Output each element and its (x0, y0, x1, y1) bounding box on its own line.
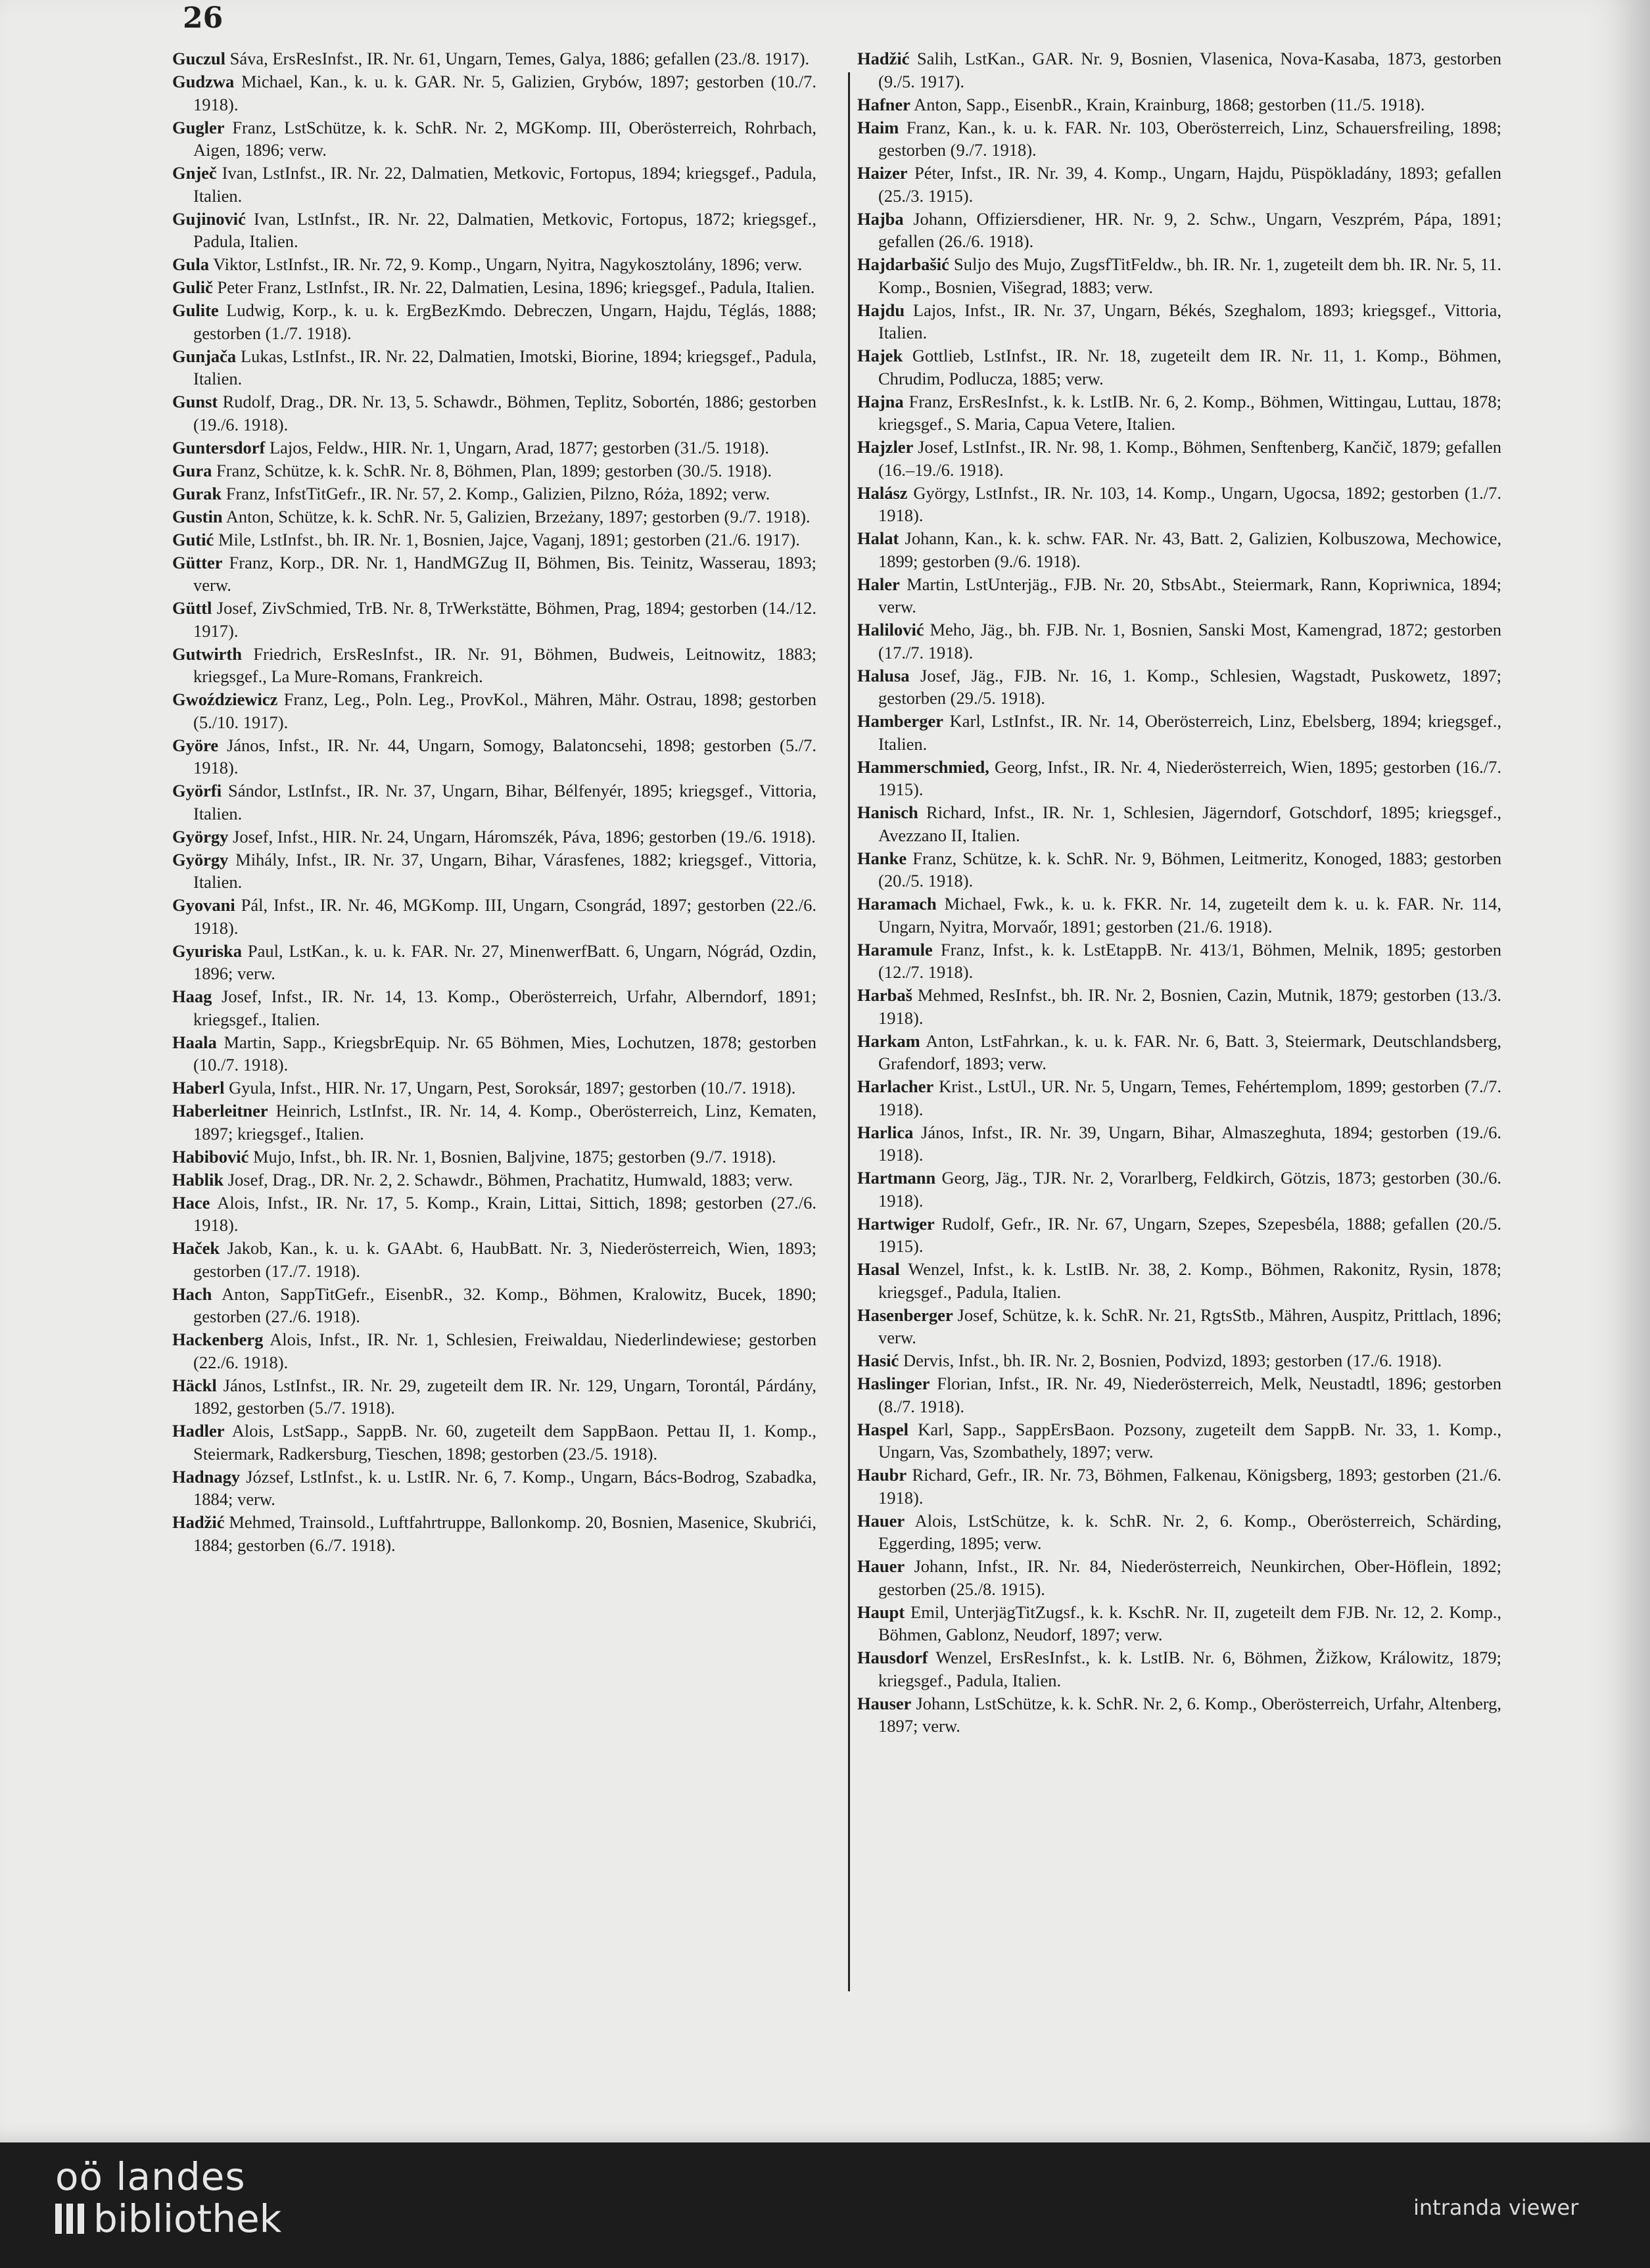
entry-details: Dervis, Infst., bh. IR. Nr. 2, Bosnien, Podvizd, 1893; gestorben (17./6. 1918). (899, 1351, 1442, 1370)
list-entry (857, 1555, 1501, 1600)
list-entry (857, 162, 1501, 207)
entry-details: Ivan, LstInfst., IR. Nr. 22, Dalmatien, Metkovic, Fortopus, 1872; kriegsgef., Padula, Italien. (193, 208, 816, 251)
list-entry (172, 894, 816, 939)
list-entry (857, 299, 1501, 344)
list-entry (172, 208, 816, 253)
list-entry (172, 848, 816, 894)
entry-surname: György (172, 826, 229, 846)
entry-surname: Gyuriska (172, 940, 243, 961)
entry-surname: György (172, 849, 229, 869)
list-entry (857, 801, 1501, 846)
entry-details: Mehmed, ResInfst., bh. IR. Nr. 2, Bosnien, Cazin, Mutnik, 1879; gestorben (13./3. 1918). (878, 985, 1501, 1028)
right-column (857, 47, 1501, 1738)
entry-surname: Haag (172, 986, 212, 1006)
entry-surname: Haizer (857, 163, 908, 183)
entry-details: Wenzel, ErsResInfst., k. k. LstIB. Nr. 6, Böhmen, Žižkow, Králowitz, 1879; kriegsgef., Padula, Italien. (878, 1648, 1501, 1690)
entry-surname: Halat (857, 528, 899, 548)
entry-details: Jakob, Kan., k. u. k. GAAbt. 6, HaubBatt. Nr. 3, Niederösterreich, Wien, 1893; gestorben (17./7. 1918). (193, 1238, 816, 1281)
entry-surname: Gyovani (172, 895, 235, 915)
entry-surname: Gustin (172, 506, 223, 526)
entry-details: Josef, Schütze, k. k. SchR. Nr. 21, RgtsStb., Mähren, Auspitz, Prittlach, 1896; verw. (878, 1305, 1501, 1347)
entry-details: János, Infst., IR. Nr. 44, Ungarn, Somogy, Balatoncsehi, 1898; gestorben (5./7. 1918). (193, 735, 816, 777)
list-entry (857, 344, 1501, 390)
entry-details: Josef, ZivSchmied, TrB. Nr. 8, TrWerkstätte, Böhmen, Prag, 1894; gestorben (14./12. 1917). (193, 598, 816, 641)
entry-details: Mihály, Infst., IR. Nr. 37, Ungarn, Bihar, Várasfenes, 1882; kriegsgef., Vittoria, Italien. (193, 849, 816, 892)
entry-details: Karl, LstInfst., IR. Nr. 14, Oberösterreich, Linz, Ebelsberg, 1894; kriegsgef., Italien. (878, 711, 1501, 754)
list-entry (857, 1464, 1501, 1509)
list-entry (857, 1304, 1501, 1349)
list-entry (857, 1372, 1501, 1418)
list-entry (857, 116, 1501, 162)
entry-surname: Hanisch (857, 802, 918, 822)
entry-details: Gyula, Infst., HIR. Nr. 17, Ungarn, Pest, Soroksár, 1897; gestorben (10./7. 1918). (224, 1078, 796, 1098)
list-entry (857, 1121, 1501, 1167)
entry-details: Sáva, ErsResInfst., IR. Nr. 61, Ungarn, Temes, Galya, 1886; gefallen (23./8. 1917). (225, 49, 810, 68)
logo-text-line1: oö landes (55, 2154, 246, 2199)
entry-details: Michael, Fwk., k. u. k. FKR. Nr. 14, zugeteilt dem k. u. k. FAR. Nr. 114, Ungarn, Nyitra, Morvaőr, 1891; gestorben (21./6. 1918). (878, 894, 1501, 937)
list-entry (172, 1237, 816, 1282)
list-entry (172, 345, 816, 390)
entry-details: Péter, Infst., IR. Nr. 39, 4. Komp., Ungarn, Hajdu, Püspökladány, 1893; gefallen (25./3. 1915). (878, 163, 1501, 206)
list-entry (172, 1146, 816, 1169)
entry-surname: Györfi (172, 781, 222, 800)
entry-surname: Hadžić (172, 1512, 225, 1532)
entry-surname: Gulič (172, 277, 213, 297)
entry-surname: Haspel (857, 1419, 909, 1439)
entry-surname: Haramach (857, 894, 937, 914)
entry-details: Karl, Sapp., SappErsBaon. Pozsony, zugeteilt dem SappB. Nr. 33, 1. Komp., Ungarn, Vas, Szombathely, 1897; verw. (878, 1419, 1501, 1462)
entry-surname: Haim (857, 117, 899, 137)
list-entry (172, 505, 816, 528)
list-entry (857, 1349, 1501, 1372)
page-number: 26 (183, 1, 224, 35)
list-entry (857, 618, 1501, 664)
entry-surname: Hach (172, 1284, 212, 1304)
list-entry (172, 390, 816, 436)
list-entry (172, 825, 816, 848)
entry-surname: Hartmann (857, 1168, 936, 1188)
list-entry (172, 482, 816, 505)
entry-details: Viktor, LstInfst., IR. Nr. 72, 9. Komp., Ungarn, Nyitra, Nagykosztolány, 1896; verw. (208, 254, 803, 274)
entry-details: Florian, Infst., IR. Nr. 49, Niederösterreich, Melk, Neustadtl, 1896; gestorben (8./7. 1918). (878, 1374, 1501, 1416)
entry-surname: Hauer (857, 1556, 905, 1576)
entry-details: Franz, InfstTitGefr., IR. Nr. 57, 2. Komp., Galizien, Pilzno, Róża, 1892; verw. (222, 483, 770, 503)
entry-surname: Hauser (857, 1693, 912, 1713)
entry-surname: Gnječ (172, 163, 217, 183)
list-entry (857, 390, 1501, 436)
entry-details: Franz, Schütze, k. k. SchR. Nr. 8, Böhmen, Plan, 1899; gestorben (30./5. 1918). (212, 460, 772, 480)
entry-surname: Haberl (172, 1078, 225, 1098)
entry-details: Peter Franz, LstInfst., IR. Nr. 22, Dalmatien, Lesina, 1896; kriegsgef., Padula, Italien. (212, 277, 815, 297)
entry-surname: Hasić (857, 1351, 899, 1370)
entry-details: Josef, Jäg., FJB. Nr. 16, 1. Komp., Schlesien, Wagstadt, Puskowetz, 1897; gestorben (29./5. 1918). (878, 665, 1501, 708)
entry-surname: Gudzwa (172, 72, 235, 91)
list-entry (172, 1466, 816, 1511)
list-entry (857, 1601, 1501, 1646)
entry-surname: Gurak (172, 483, 222, 503)
entry-details: Josef, Drag., DR. Nr. 2, 2. Schawdr., Böhmen, Prachatitz, Humwald, 1883; verw. (224, 1169, 793, 1190)
entry-surname: Haler (857, 574, 900, 594)
entry-surname: Hauer (857, 1510, 905, 1531)
logo-text-line2: bibliothek (93, 2196, 282, 2241)
entry-details: Suljo des Mujo, ZugsfTitFeldw., bh. IR. Nr. 1, zugeteilt dem bh. IR. Nr. 5, 11. Komp., Bosnien, Višegrad, 1883; verw. (878, 254, 1501, 297)
entry-details: Richard, Infst., IR. Nr. 1, Schlesien, Jägerndorf, Gotschdorf, 1895; kriegsgef., Avezzano II, Italien. (878, 802, 1501, 845)
entry-surname: Gunst (172, 392, 218, 411)
entry-details: János, Infst., IR. Nr. 39, Ungarn, Bihar, Almaszeghuta, 1894; gestorben (19./6. 1918). (878, 1122, 1501, 1165)
entry-details: Mehmed, Trainsold., Luftfahrtruppe, Ballonkomp. 20, Bosnien, Masenice, Skubrići, 1884; gestorben (6./7. 1918). (193, 1512, 816, 1555)
entry-details: Johann, Offiziersdiener, HR. Nr. 9, 2. Schw., Ungarn, Veszprém, Pápa, 1891; gefallen (26./6. 1918). (878, 208, 1501, 251)
entry-details: Alois, Infst., IR. Nr. 17, 5. Komp., Krain, Littai, Sittich, 1898; gestorben (27./6. 1918). (193, 1192, 816, 1235)
entry-details: Anton, LstFahrkan., k. u. k. FAR. Nr. 6, Batt. 3, Steiermark, Deutschlandsberg, Grafendorf, 1893; verw. (878, 1030, 1501, 1073)
list-entry (172, 276, 816, 299)
entry-details: György, LstInfst., IR. Nr. 103, 14. Komp., Ungarn, Ugocsa, 1892; gestorben (1./7. 1918). (878, 482, 1501, 525)
left-column (172, 47, 816, 1557)
entry-details: Anton, Sapp., EisenbR., Krain, Krainburg, 1868; gestorben (11./5. 1918). (910, 94, 1425, 114)
list-entry (172, 734, 816, 779)
list-entry (172, 162, 816, 207)
entry-surname: Hafner (857, 94, 910, 114)
entry-surname: Hadnagy (172, 1466, 241, 1487)
entry-surname: Hajna (857, 391, 904, 411)
entry-surname: Hajek (857, 346, 903, 365)
entry-details: Rudolf, Drag., DR. Nr. 13, 5. Schawdr., Böhmen, Teplitz, Sobortén, 1886; gestorben (19./6. 1918). (193, 392, 816, 434)
entry-surname: Gugler (172, 117, 225, 137)
entry-surname: Harkam (857, 1030, 920, 1051)
entry-surname: Hackenberg (172, 1330, 264, 1349)
list-entry (857, 93, 1501, 116)
entry-details: Martin, Sapp., KriegsbrEquip. Nr. 65 Böhmen, Mies, Lochutzen, 1878; gestorben (10./7. 1918). (193, 1032, 816, 1075)
list-entry (857, 984, 1501, 1029)
entry-details: Johann, Kan., k. k. schw. FAR. Nr. 43, Batt. 2, Galizien, Kolbuszowa, Mechowice, 1899; gestorben (9./6. 1918). (878, 528, 1501, 571)
entry-details: Anton, SappTitGefr., EisenbR., 32. Komp., Böhmen, Kralowitz, Bucek, 1890; gestorben (27./6. 1918). (193, 1284, 816, 1326)
entry-surname: Hace (172, 1192, 210, 1213)
entry-surname: Gütter (172, 552, 223, 572)
entry-surname: Harlica (857, 1122, 914, 1142)
entry-surname: Habibović (172, 1146, 249, 1167)
list-entry (172, 1099, 816, 1145)
entry-details: József, LstInfst., k. u. LstIR. Nr. 6, 7. Komp., Ungarn, Bács-Bodrog, Szabadka, 1884; verw. (193, 1466, 816, 1509)
entry-surname: Hajdarbašić (857, 254, 949, 274)
logo-bars-icon (55, 2204, 84, 2234)
entry-details: Lajos, Feldw., HIR. Nr. 1, Ungarn, Arad, 1877; gestorben (31./5. 1918). (265, 437, 770, 457)
entry-surname: Hanke (857, 848, 907, 868)
list-entry (172, 459, 816, 482)
list-entry (857, 1075, 1501, 1121)
entry-details: Emil, UnterjägTitZugsf., k. k. KschR. Nr. II, zugeteilt dem FJB. Nr. 12, 2. Komp., Böhmen, Gablonz, Neudorf, 1897; verw. (878, 1602, 1501, 1644)
list-entry (857, 1167, 1501, 1212)
entry-surname: Halilović (857, 620, 924, 639)
list-entry (857, 482, 1501, 527)
entry-details: Franz, Schütze, k. k. SchR. Nr. 9, Böhmen, Leitmeritz, Konoged, 1883; gestorben (20./5. 1918). (878, 848, 1501, 891)
entry-details: Rudolf, Gefr., IR. Nr. 67, Ungarn, Szepes, Szepesbéla, 1888; gefallen (20./5. 1915). (878, 1213, 1501, 1256)
entry-details: Georg, Infst., IR. Nr. 4, Niederösterreich, Wien, 1895; gestorben (16./7. 1915). (878, 756, 1501, 799)
entry-surname: Hammerschmied, (857, 756, 989, 777)
list-entry (172, 1420, 816, 1465)
entry-surname: Hausdorf (857, 1648, 928, 1667)
entry-details: Michael, Kan., k. u. k. GAR. Nr. 5, Galizien, Grybów, 1897; gestorben (10./7. 1918). (193, 72, 816, 114)
entry-details: Meho, Jäg., bh. FJB. Nr. 1, Bosnien, Sanski Most, Kamengrad, 1872; gestorben (17./7. 1918). (878, 620, 1501, 662)
entry-surname: Gwoździewicz (172, 689, 278, 709)
list-entry (857, 1258, 1501, 1303)
entry-surname: Hasenberger (857, 1305, 953, 1325)
list-entry (172, 1374, 816, 1420)
entry-surname: Gulite (172, 300, 219, 320)
entry-surname: Gutwirth (172, 643, 242, 664)
list-entry (172, 779, 816, 825)
list-entry (172, 1283, 816, 1328)
entry-details: Pál, Infst., IR. Nr. 46, MGKomp. III, Ungarn, Csongrád, 1897; gestorben (22./6. 1918). (193, 895, 816, 938)
entry-surname: Haala (172, 1032, 217, 1052)
entry-details: Friedrich, ErsResInfst., IR. Nr. 91, Böhmen, Budweis, Leitnowitz, 1883; kriegsgef., La Mure-Romans, Frankreich. (193, 643, 816, 686)
list-entry (857, 47, 1501, 93)
entry-surname: Harbaš (857, 985, 912, 1005)
entry-details: Josef, Infst., HIR. Nr. 24, Ungarn, Háromszék, Páva, 1896; gestorben (19./6. 1918). (228, 826, 816, 846)
list-entry (857, 710, 1501, 755)
list-entry (857, 253, 1501, 298)
entry-surname: Harlacher (857, 1076, 934, 1096)
entry-details: Franz, Korp., DR. Nr. 1, HandMGZug II, Böhmen, Bis. Teinitz, Wasserau, 1893; verw. (193, 552, 816, 595)
entry-details: Wenzel, Infst., k. k. LstIB. Nr. 38, 2. Komp., Böhmen, Rakonitz, Rysin, 1878; kriegsgef., Padula, Italien. (878, 1259, 1501, 1302)
entry-surname: Güttl (172, 598, 212, 618)
entry-details: Alois, LstSchütze, k. k. SchR. Nr. 2, 6. Komp., Oberösterreich, Schärding, Eggerding, 1895; verw. (878, 1510, 1501, 1553)
entry-surname: Gura (172, 460, 212, 480)
entry-surname: Haubr (857, 1465, 907, 1485)
entry-surname: Haberleitner (172, 1101, 268, 1121)
entry-surname: Gula (172, 254, 209, 274)
entry-details: Franz, ErsResInfst., k. k. LstIB. Nr. 6, 2. Komp., Böhmen, Wittingau, Luttau, 1878; kriegsgef., S. Maria, Capua Vetere, Italien. (878, 391, 1501, 434)
entry-details: János, LstInfst., IR. Nr. 29, zugeteilt dem IR. Nr. 129, Ungarn, Torontál, Párdány, 1892, gestorben (5./7. 1918). (193, 1375, 816, 1418)
entry-surname: Hajzler (857, 437, 914, 457)
entry-surname: Gujinović (172, 208, 246, 229)
entry-details: Richard, Gefr., IR. Nr. 73, Böhmen, Falkenau, Königsberg, 1893; gestorben (21./6. 1918). (878, 1465, 1501, 1508)
entry-surname: Hablik (172, 1169, 224, 1190)
entry-surname: Haramule (857, 939, 933, 960)
entry-details: Heinrich, LstInfst., IR. Nr. 14, 4. Komp., Oberösterreich, Linz, Kematen, 1897; kriegsgef., Italien. (193, 1101, 816, 1144)
list-entry (857, 1030, 1501, 1075)
entry-details: Martin, LstUnterjäg., FJB. Nr. 20, StbsAbt., Steiermark, Rann, Kopriwnica, 1894; verw. (878, 574, 1501, 616)
entry-details: Sándor, LstInfst., IR. Nr. 37, Ungarn, Bihar, Bélfenyér, 1895; kriegsgef., Vittoria, Italien. (193, 781, 816, 823)
list-entry (857, 756, 1501, 801)
entry-details: Franz, Infst., k. k. LstEtappB. Nr. 413/1, Böhmen, Melnik, 1895; gestorben (12./7. 1918). (878, 939, 1501, 982)
list-entry (172, 253, 816, 276)
list-entry (172, 1328, 816, 1374)
entry-surname: Haslinger (857, 1374, 930, 1393)
entry-details: Josef, Infst., IR. Nr. 14, 13. Komp., Oberösterreich, Urfahr, Alberndorf, 1891; kriegsgef., Italien. (193, 986, 816, 1029)
list-entry (857, 436, 1501, 481)
list-entry (172, 436, 816, 459)
entry-surname: Halusa (857, 665, 910, 685)
entry-details: Alois, LstSapp., SappB. Nr. 60, zugeteilt dem SappBaon. Pettau II, 1. Komp., Steiermark, Radkersburg, Tieschen, 1898; gestorben (23./5. 1918). (193, 1421, 816, 1464)
list-entry (172, 940, 816, 985)
entry-details: Johann, Infst., IR. Nr. 84, Niederösterreich, Neunkirchen, Ober-Höflein, 1892; gestorben (25./8. 1915). (878, 1556, 1501, 1599)
list-entry (172, 551, 816, 597)
entry-details: Anton, Schütze, k. k. SchR. Nr. 5, Galizien, Brzeżany, 1897; gestorben (9./7. 1918). (222, 506, 811, 526)
list-entry (172, 1511, 816, 1556)
list-entry (172, 299, 816, 344)
entry-surname: Häckl (172, 1375, 217, 1395)
entry-details: Krist., LstUl., UR. Nr. 5, Ungarn, Temes, Fehértemplom, 1899; gestorben (7./7. 1918). (878, 1076, 1501, 1119)
entry-details: Franz, Leg., Poln. Leg., ProvKol., Mähren, Mähr. Ostrau, 1898; gestorben (5./10. 1917). (193, 689, 816, 732)
entry-details: Gottlieb, LstInfst., IR. Nr. 18, zugeteilt dem IR. Nr. 11, 1. Komp., Böhmen, Chrudim, Podlucza, 1885; verw. (878, 346, 1501, 388)
list-entry (172, 1192, 816, 1237)
entry-details: Alois, Infst., IR. Nr. 1, Schlesien, Freiwaldau, Niederlindewiese; gestorben (22./6. 1918). (193, 1330, 816, 1372)
entry-surname: Guntersdorf (172, 437, 266, 457)
entry-surname: Gutić (172, 529, 214, 549)
entry-details: Paul, LstKan., k. u. k. FAR. Nr. 27, MinenwerfBatt. 6, Ungarn, Nógrád, Ozdin, 1896; verw. (193, 940, 816, 983)
entry-details: Franz, LstSchütze, k. k. SchR. Nr. 2, MGKomp. III, Oberösterreich, Rohrbach, Aigen, 1896; verw. (193, 117, 816, 160)
viewer-label[interactable]: intranda viewer (1413, 2195, 1579, 2220)
list-entry (172, 643, 816, 688)
list-entry (857, 1418, 1501, 1464)
logo-text-line2-wrap (55, 2198, 281, 2240)
entry-surname: Haupt (857, 1602, 905, 1622)
entry-surname: Györe (172, 735, 219, 755)
list-entry (172, 528, 816, 551)
entry-details: Georg, Jäg., TJR. Nr. 2, Vorarlberg, Feldkirch, Götzis, 1873; gestorben (30./6. 1918). (878, 1168, 1501, 1211)
entry-surname: Hajba (857, 208, 904, 229)
entry-details: Franz, Kan., k. u. k. FAR. Nr. 103, Oberösterreich, Linz, Schauersfreiling, 1898; gestorben (9./7. 1918). (878, 117, 1501, 160)
list-entry (857, 573, 1501, 618)
list-entry (172, 1076, 816, 1099)
list-entry (172, 47, 816, 70)
list-entry (857, 892, 1501, 938)
list-entry (857, 527, 1501, 572)
entry-details: Ludwig, Korp., k. u. k. ErgBezKmdo. Debreczen, Ungarn, Hajdu, Téglás, 1888; gestorben (1./7. 1918). (193, 300, 816, 343)
entry-surname: Hasal (857, 1259, 900, 1279)
list-entry (172, 688, 816, 733)
list-entry (857, 1646, 1501, 1692)
entry-details: Lukas, LstInfst., IR. Nr. 22, Dalmatien, Imotski, Biorine, 1894; kriegsgef., Padula, Italien. (193, 346, 816, 388)
entry-details: Mujo, Infst., bh. IR. Nr. 1, Bosnien, Baljvine, 1875; gestorben (9./7. 1918). (248, 1146, 776, 1167)
entry-details: Johann, LstSchütze, k. k. SchR. Nr. 2, 6. Komp., Oberösterreich, Urfahr, Altenberg, 1897; verw. (878, 1693, 1501, 1736)
library-logo[interactable] (55, 2156, 281, 2240)
column-divider (848, 72, 850, 1991)
entry-surname: Gunjača (172, 346, 237, 366)
list-entry (172, 70, 816, 116)
list-entry (857, 1213, 1501, 1258)
entry-surname: Hamberger (857, 711, 943, 731)
list-entry (172, 1031, 816, 1076)
entry-details: Mile, LstInfst., bh. IR. Nr. 1, Bosnien, Jajce, Vaganj, 1891; gestorben (21./6. 1917). (214, 529, 800, 549)
entry-surname: Halász (857, 482, 908, 503)
list-entry (857, 1510, 1501, 1555)
list-entry (857, 847, 1501, 892)
list-entry (172, 116, 816, 162)
entry-surname: Hartwiger (857, 1213, 935, 1234)
list-entry (172, 1169, 816, 1192)
list-entry (857, 1692, 1501, 1738)
entry-details: Salih, LstKan., GAR. Nr. 9, Bosnien, Vlasenica, Nova-Kasaba, 1873, gestorben (9./5. 1917). (878, 49, 1501, 91)
entry-surname: Haček (172, 1238, 220, 1258)
entry-details: Josef, LstInfst., IR. Nr. 98, 1. Komp., Böhmen, Senftenberg, Kančič, 1879; gefallen (16.–19./6. 1918). (878, 437, 1501, 480)
list-entry (857, 938, 1501, 984)
list-entry (857, 664, 1501, 710)
entry-surname: Guczul (172, 49, 225, 68)
entry-details: Lajos, Infst., IR. Nr. 37, Ungarn, Békés, Szeghalom, 1893; kriegsgef., Vittoria, Italien. (878, 300, 1501, 342)
entry-surname: Hajdu (857, 300, 905, 320)
entry-surname: Hadžić (857, 49, 910, 68)
list-entry (172, 985, 816, 1030)
entry-surname: Hadler (172, 1421, 225, 1441)
list-entry (857, 208, 1501, 253)
entry-details: Ivan, LstInfst., IR. Nr. 22, Dalmatien, Metkovic, Fortopus, 1894; kriegsgef., Padula, Italien. (193, 163, 816, 206)
list-entry (172, 597, 816, 642)
